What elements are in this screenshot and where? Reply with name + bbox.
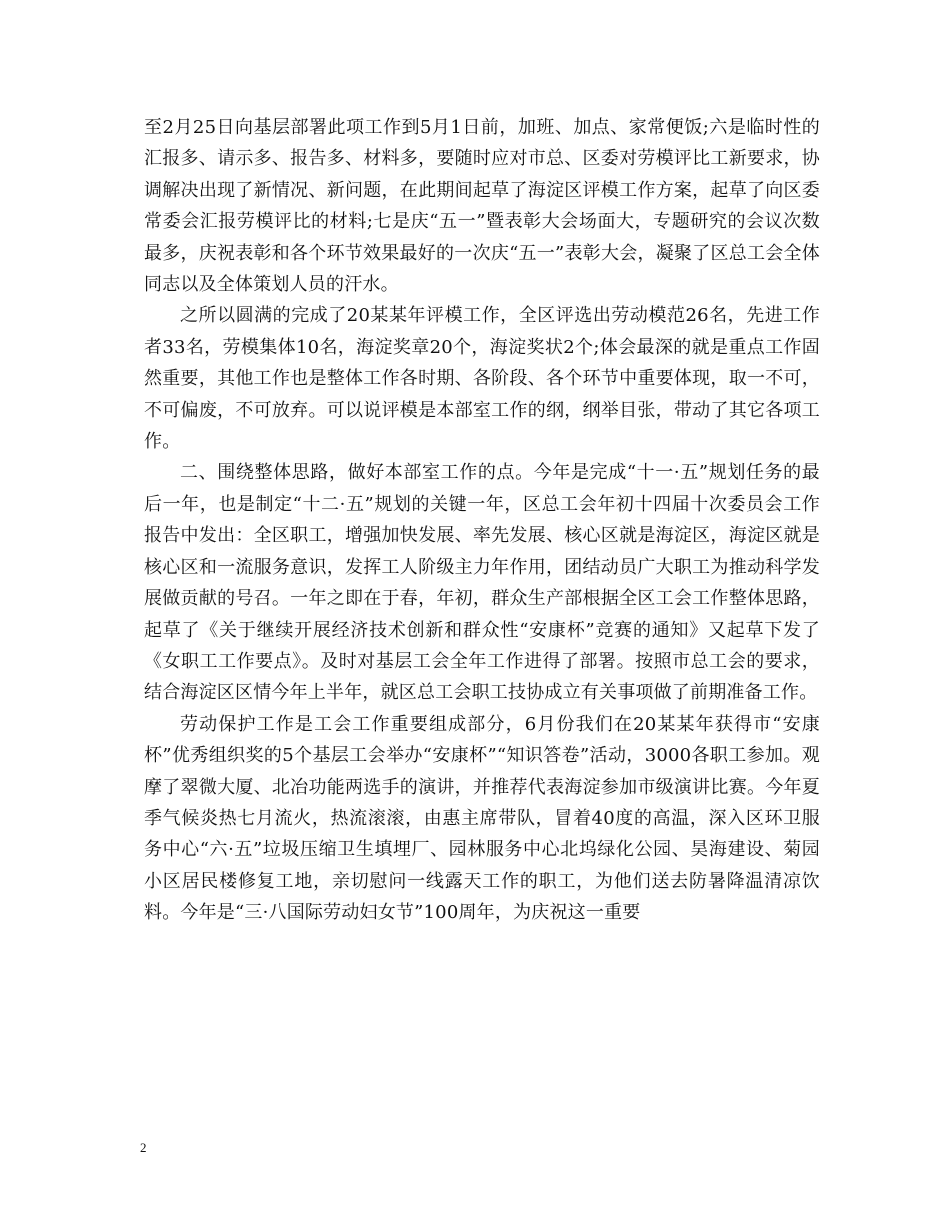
- paragraph-4: 劳动保护工作是工会工作重要组成部分，6月份我们在20某某年获得市“安康杯”优秀组织奖的5个基层工会举办“安康杯”“知识答卷”活动，3000各职工参加。观摩了翠微大厦、北冶功能两选手的演讲，并推荐代表海淀参加市级演讲比赛。今年夏季气候炎热七月流火，热流滚滚，由惠主席带队，冒着40度的高温，深入区环卫服务中心“六·五”垃圾压缩卫生填埋厂、园林服务中心北坞绿化公园、昊海建设、菊园小区居民楼修复工地，亲切慰问一线露天工作的职工，为他们送去防暑降温清凉饮料。今年是“三·八国际劳动妇女节”100周年，为庆祝这一重要: [144, 713, 820, 924]
- paragraph-3: 二、围绕整体思路，做好本部室工作的点。今年是完成“十一·五”规划任务的最后一年，也是制定“十二·五”规划的关键一年，区总工会年初十四届十次委员会工作报告中发出：全区职工，增强加快发展、率先发展、核心区就是海淀区，海淀区就是核心区和一流服务意识，发挥工人阶级主力年作用，团结动员广大职工为推动科学发展做贡献的号召。一年之即在于春，年初，群众生产部根据全区工会工作整体思路，起草了《关于继续开展经济技术创新和群众性“安康杯”竞赛的通知》又起草下发了《女职工工作要点》。及时对基层工会全年工作进得了部署。按照市总工会的要求，结合海淀区区情今年上半年，就区总工会职工技协成立有关事项做了前期准备工作。: [144, 462, 820, 704]
- paragraph-2: 之所以圆满的完成了20某某年评模工作，全区评选出劳动模范26名，先进工作者33名，劳模集体10名，海淀奖章20个，海淀奖状2个;体会最深的就是重点工作固然重要，其他工作也是整体工作各时期、各阶段、各个环节中重要体现，取一不可，不可偏废，不可放弃。可以说评模是本部室工作的纲，纲举目张，带动了其它各项工作。: [144, 305, 820, 453]
- paragraph-1: 至2月25日向基层部署此项工作到5月1日前，加班、加点、家常便饭;六是临时性的汇报多、请示多、报告多、材料多，要随时应对市总、区委对劳模评比工新要求，协调解决出现了新情况、新问题，在此期间起草了海淀区评模工作方案，起草了向区委常委会汇报劳模评比的材料;七是庆“五一”暨表彰大会场面大，专题研究的会议次数最多，庆祝表彰和各个环节效果最好的一次庆“五一”表彰大会，凝聚了区总工会全体同志以及全体策划人员的汗水。: [144, 117, 820, 296]
- document-body: [144, 112, 820, 929]
- page-number: 2: [140, 1140, 147, 1155]
